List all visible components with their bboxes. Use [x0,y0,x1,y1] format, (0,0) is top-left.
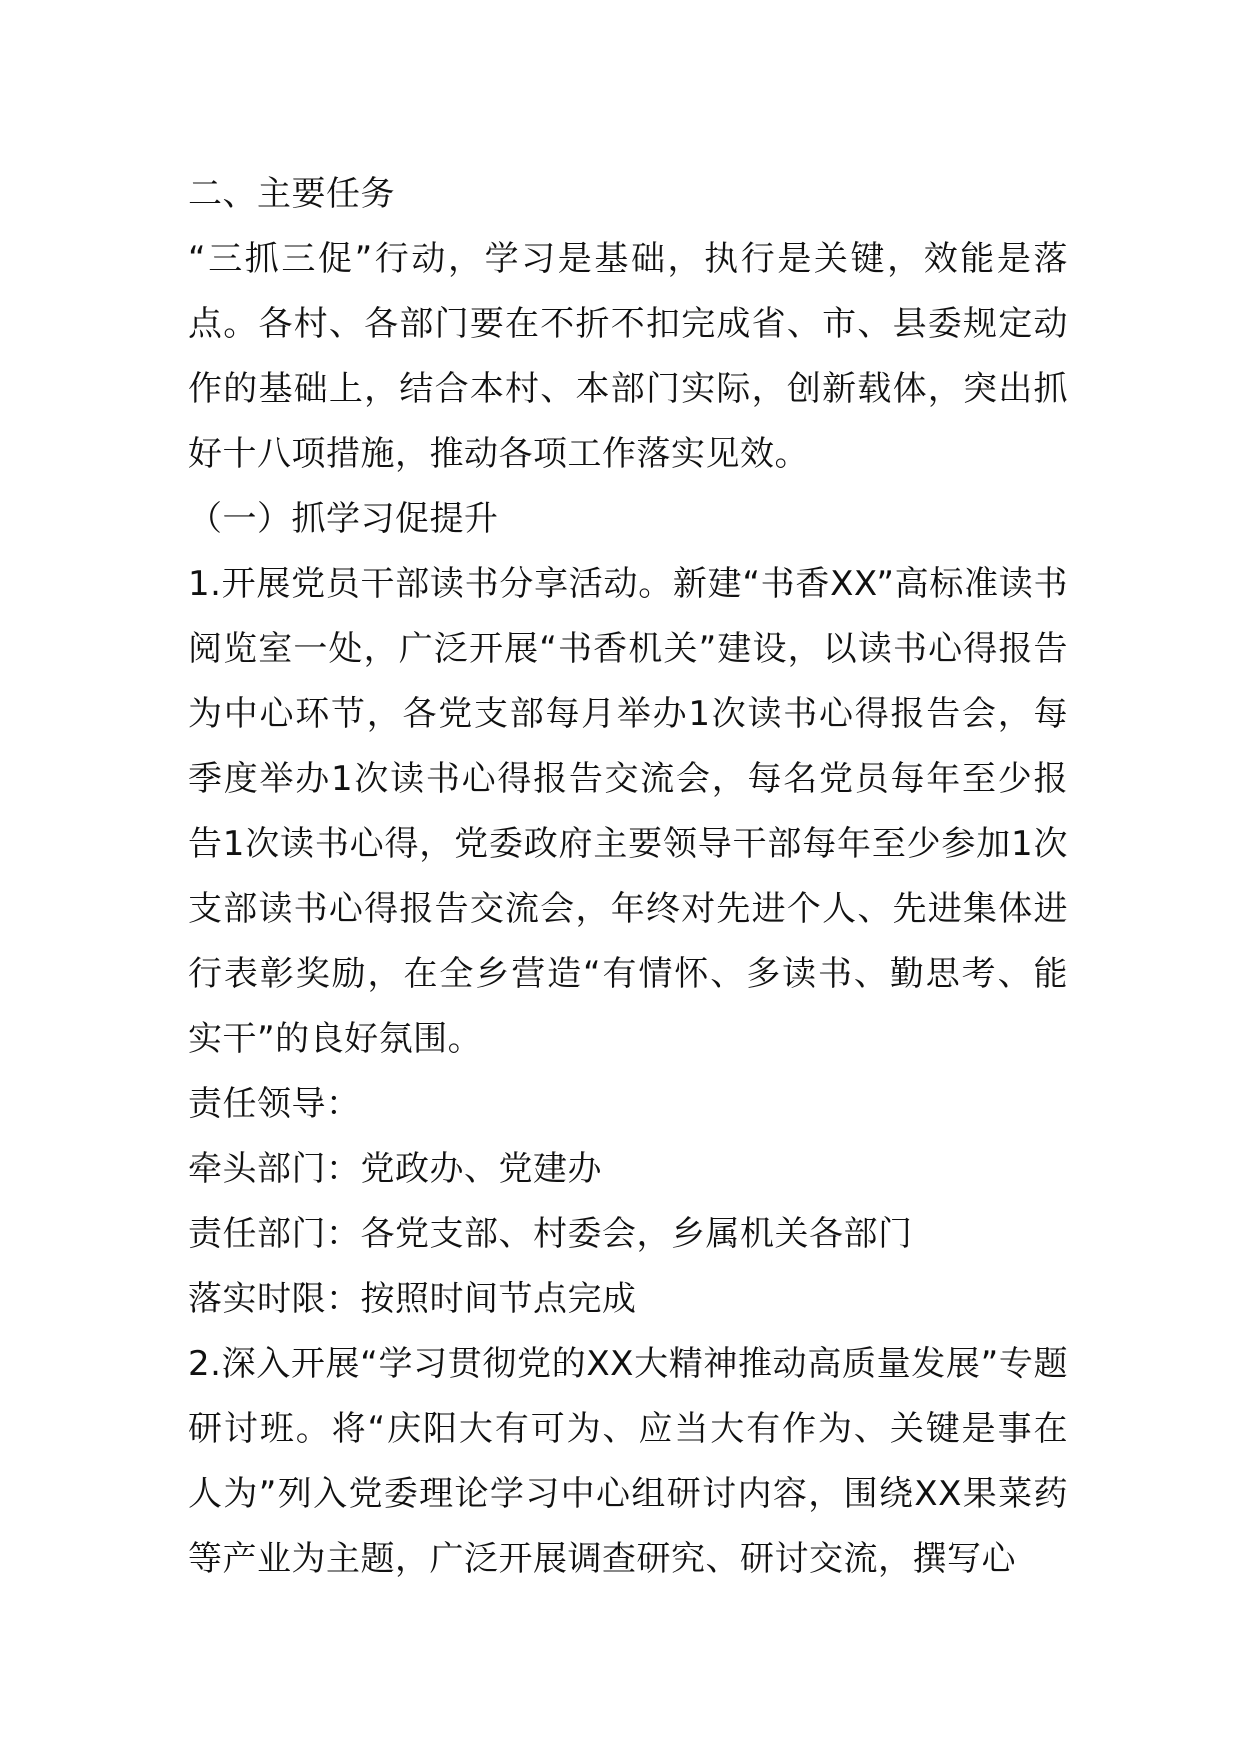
task-item-1: 1.开展党员干部读书分享活动。新建“书香XX”高标准读书阅览室一处，广泛开展“书香机关”建设，以读书心得报告为中心环节，各党支部每月举办1次读书心得报告会，每季度举办1次读书心得报告交流会，每名党员每年至少报告1次读书心得，党委政府主要领导干部每年至少参加1次支部读书心得报告交流会，年终对先进个人、先进集体进行表彰奖励，在全乡营造“有情怀、多读书、勤思考、能实干”的良好氛围。 [188,564,1068,1059]
subsection-heading: （一）抓学习促提升 [188,499,499,539]
responsible-leader: 责任领导： [188,1084,361,1124]
document-body [188,162,1068,1592]
lead-department: 牵头部门：党政办、党建办 [188,1149,602,1189]
section-heading: 二、主要任务 [188,174,395,214]
intro-paragraph: “三抓三促”行动，学习是基础，执行是关键，效能是落点。各村、各部门要在不折不扣完成省、市、县委规定动作的基础上，结合本村、本部门实际，创新载体，突出抓好十八项措施，推动各项工作落实见效。 [188,239,1068,474]
task-item-2: 2.深入开展“学习贯彻党的XX大精神推动高质量发展”专题研讨班。将“庆阳大有可为、应当大有作为、关键是事在人为”列入党委理论学习中心组研讨内容，围绕XX果菜药等产业为主题，广泛开展调查研究、研讨交流，撰写心 [188,1344,1068,1579]
responsible-departments: 责任部门：各党支部、村委会，乡属机关各部门 [188,1214,913,1254]
deadline: 落实时限：按照时间节点完成 [188,1279,637,1319]
